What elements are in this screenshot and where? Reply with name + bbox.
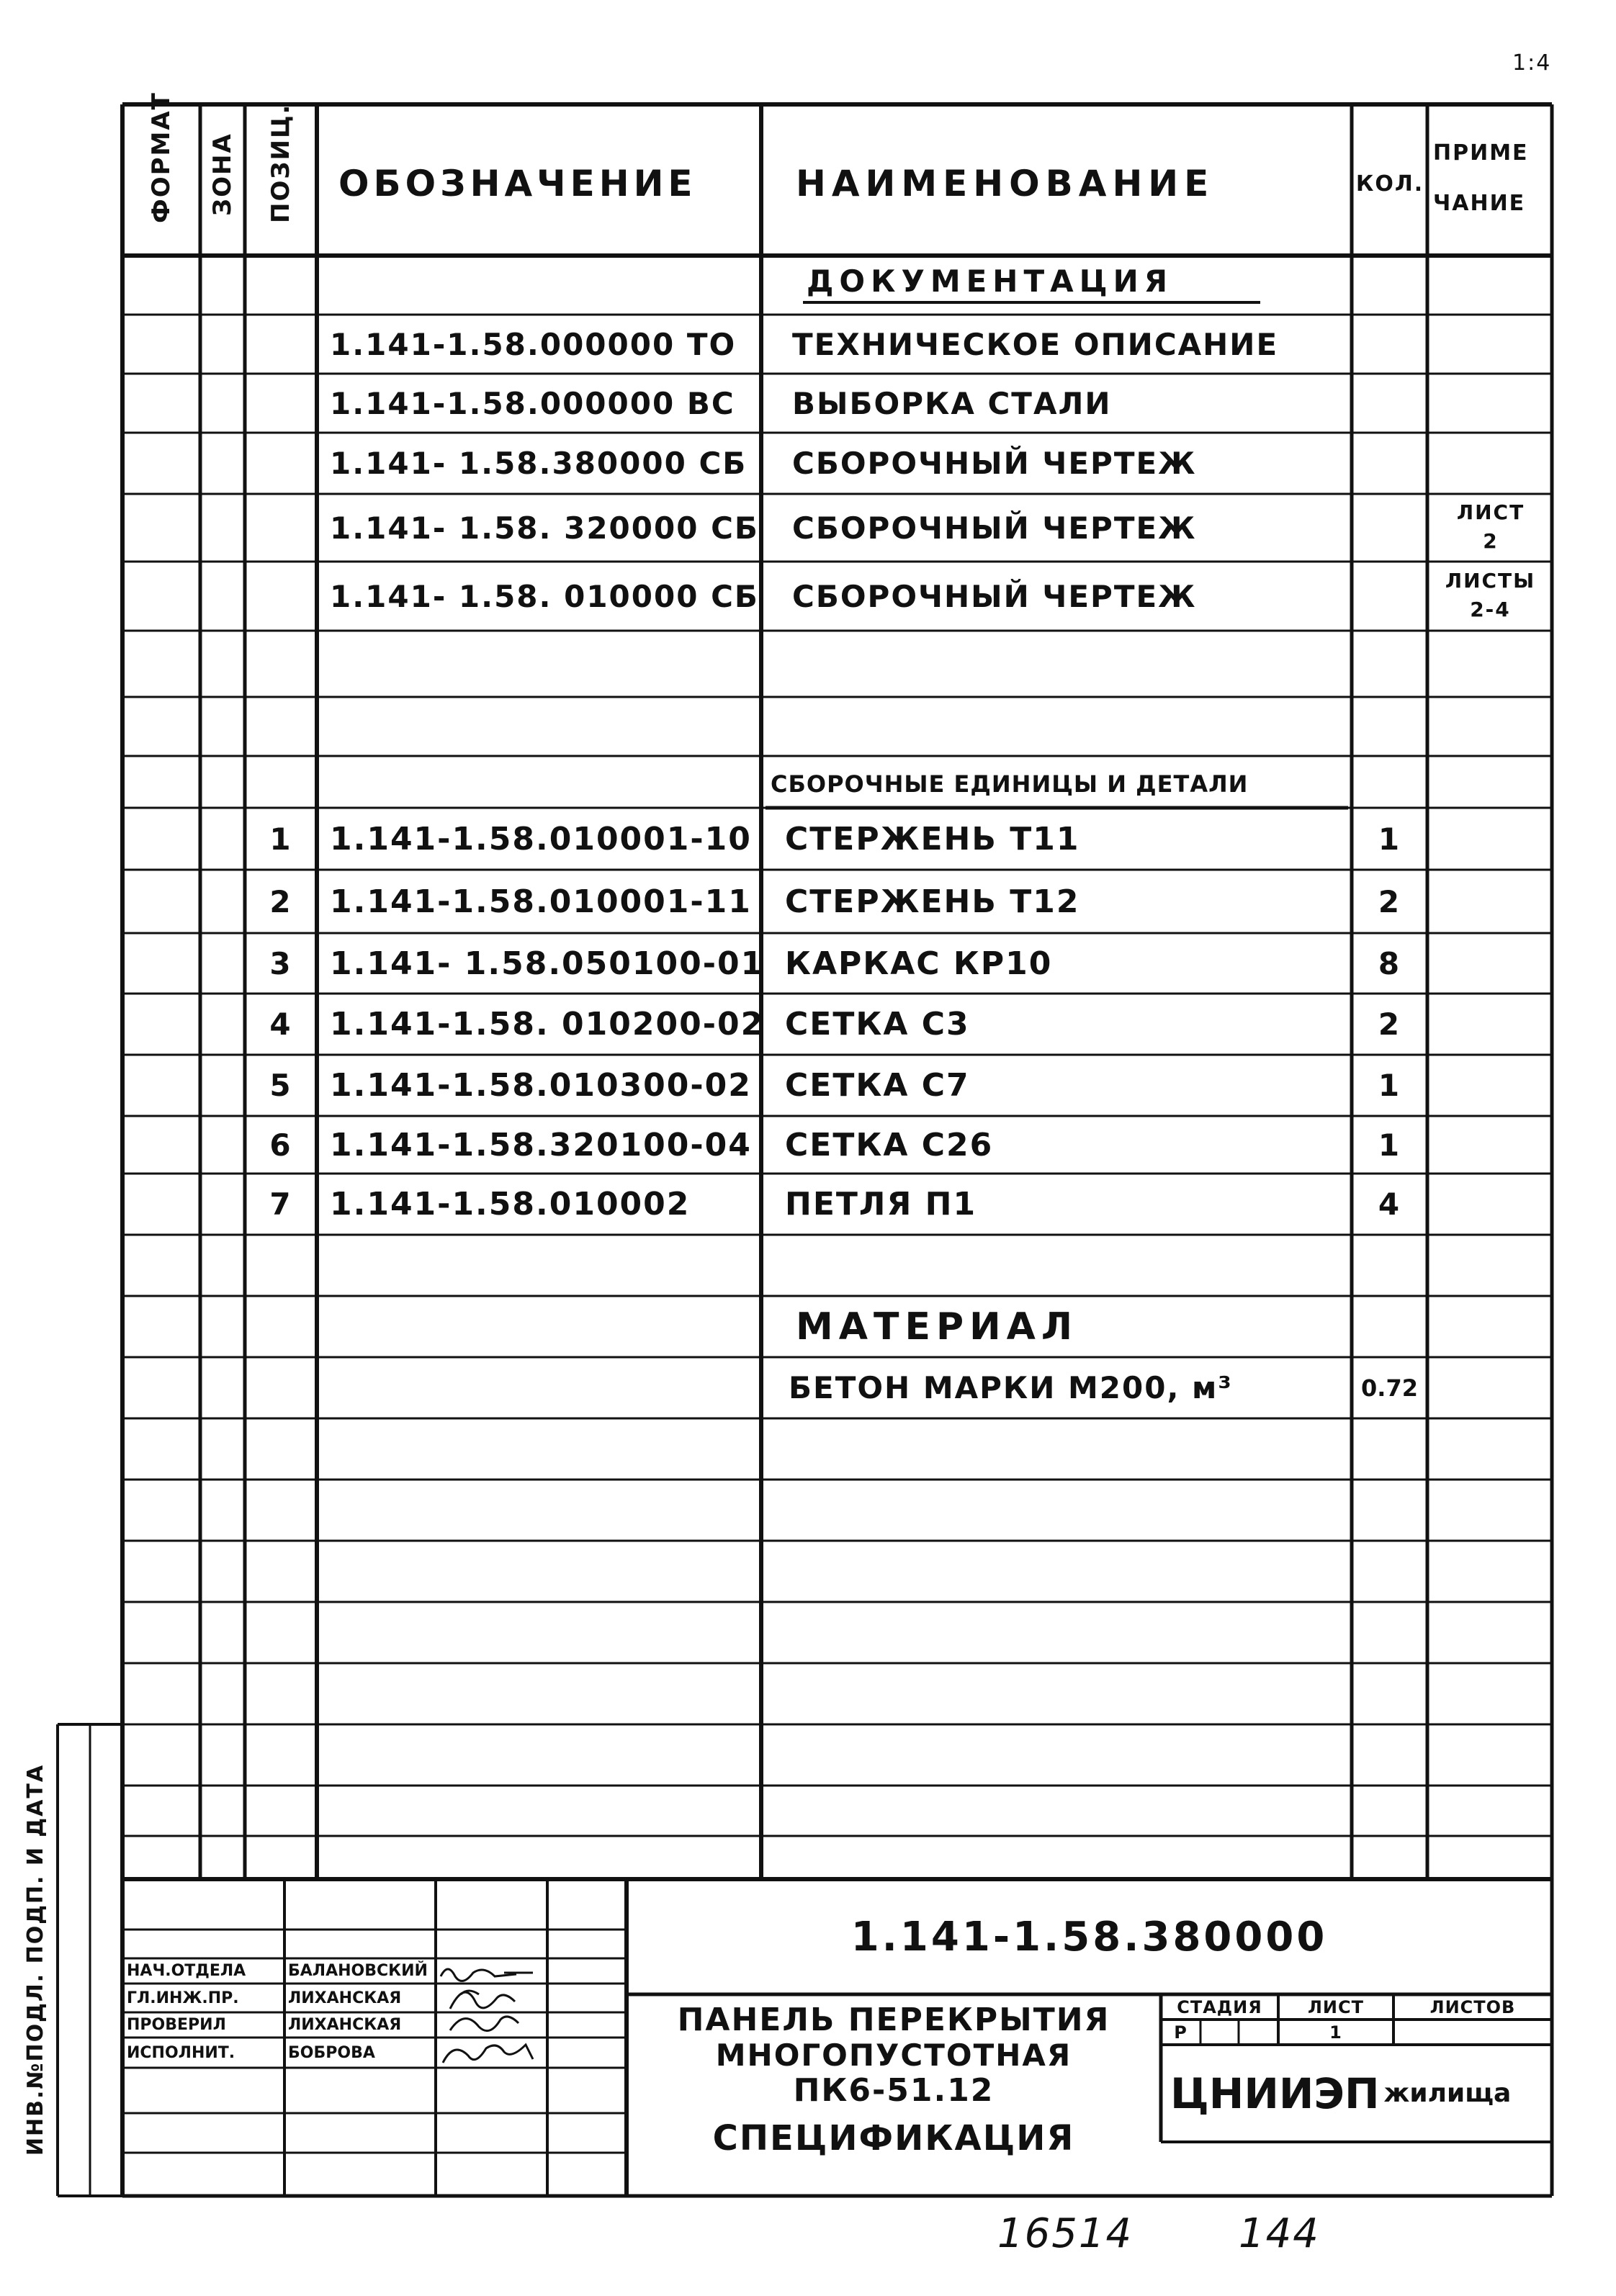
header-note-line1: ПРИМЕ bbox=[1433, 140, 1529, 166]
doc-note-line1: ЛИСТЫ bbox=[1445, 569, 1536, 593]
part-quantity: 4 bbox=[1378, 1187, 1401, 1222]
doc-note-line1: ЛИСТ bbox=[1456, 500, 1525, 524]
doc-designation: 1.141-1.58.000000 ВС bbox=[330, 385, 735, 421]
header-qty: КОЛ. bbox=[1355, 171, 1424, 197]
organization-suffix: жилища bbox=[1383, 2079, 1512, 2108]
part-quantity: 1 bbox=[1378, 821, 1401, 857]
doc-name: СБОРОЧНЫЙ ЧЕРТЕЖ bbox=[792, 510, 1197, 546]
part-position: 1 bbox=[269, 821, 292, 857]
part-quantity: 8 bbox=[1378, 945, 1401, 981]
title-line-2: МНОГОПУСТОТНАЯ bbox=[715, 2037, 1072, 2073]
part-quantity: 1 bbox=[1378, 1068, 1401, 1103]
part-designation: 1.141-1.58.010300-02 bbox=[330, 1067, 752, 1104]
part-designation: 1.141-1.58.010002 bbox=[330, 1186, 691, 1223]
stage-label: СТАДИЯ bbox=[1177, 1996, 1262, 2017]
part-position: 3 bbox=[269, 945, 292, 981]
part-name: СТЕРЖЕНЬ Т12 bbox=[785, 883, 1080, 920]
title-line-1: ПАНЕЛЬ ПЕРЕКРЫТИЯ bbox=[677, 2001, 1110, 2038]
part-position: 2 bbox=[269, 883, 292, 919]
part-quantity: 2 bbox=[1378, 883, 1401, 919]
material-quantity: 0.72 bbox=[1361, 1374, 1418, 1402]
title-line-3: ПК6-51.12 bbox=[793, 2071, 995, 2109]
sheet-label: ЛИСТ bbox=[1307, 1996, 1364, 2017]
doc-name: СБОРОЧНЫЙ ЧЕРТЕЖ bbox=[792, 446, 1197, 481]
doc-note-line2: 2-4 bbox=[1470, 598, 1511, 621]
side-stamp: ИНВ.№ПОДЛ. ПОДП. И ДАТА bbox=[23, 1763, 48, 2156]
part-name: СЕТКА С26 bbox=[785, 1126, 994, 1163]
corner-mark: 1:4 bbox=[1512, 50, 1552, 76]
signer-role: ИСПОЛНИТ. bbox=[127, 2043, 235, 2062]
part-name: СЕТКА С7 bbox=[785, 1067, 970, 1104]
part-name: СЕТКА С3 bbox=[785, 1006, 970, 1043]
section-assembly-units: СБОРОЧНЫЕ ЕДИНИЦЫ И ДЕТАЛИ bbox=[771, 770, 1249, 798]
doc-name: СБОРОЧНЫЙ ЧЕРТЕЖ bbox=[792, 578, 1197, 614]
footer-number-left: 16514 bbox=[997, 2210, 1134, 2257]
signer-role: ГЛ.ИНЖ.ПР. bbox=[127, 1989, 239, 2007]
part-designation: 1.141- 1.58.050100-01 bbox=[330, 945, 765, 982]
part-designation: 1.141-1.58.010001-10 bbox=[330, 820, 752, 857]
part-position: 6 bbox=[269, 1127, 292, 1163]
part-position: 7 bbox=[269, 1187, 292, 1222]
part-quantity: 1 bbox=[1378, 1127, 1401, 1163]
part-name: ПЕТЛЯ П1 bbox=[785, 1186, 977, 1223]
signer-role: НАЧ.ОТДЕЛА bbox=[127, 1962, 246, 1980]
doc-name: ВЫБОРКА СТАЛИ bbox=[792, 385, 1112, 421]
header-format: ФОРМАТ bbox=[147, 91, 176, 223]
doc-note-line2: 2 bbox=[1483, 529, 1499, 553]
signature-4 bbox=[443, 2045, 533, 2063]
signature-2 bbox=[450, 1991, 515, 2009]
signer-role: ПРОВЕРИЛ bbox=[127, 2016, 226, 2034]
header-name: НАИМЕНОВАНИЕ bbox=[796, 163, 1215, 204]
part-quantity: 2 bbox=[1378, 1007, 1401, 1042]
part-position: 4 bbox=[269, 1007, 292, 1042]
signature-1 bbox=[441, 1969, 533, 1981]
signer-name: БОБРОВА bbox=[288, 2043, 375, 2062]
header-pos: ПОЗИЦ. bbox=[266, 103, 295, 223]
section-documentation: ДОКУМЕНТАЦИЯ bbox=[807, 263, 1174, 299]
doc-designation: 1.141-1.58.000000 ТО bbox=[330, 326, 737, 362]
sheet-value: 1 bbox=[1329, 2022, 1342, 2043]
part-designation: 1.141-1.58.320100-04 bbox=[330, 1126, 752, 1163]
title-line-4: СПЕЦИФИКАЦИЯ bbox=[712, 2118, 1075, 2158]
sheets-label: ЛИСТОВ bbox=[1429, 1996, 1516, 2017]
organization-name: ЦНИИЭП bbox=[1170, 2068, 1380, 2118]
stage-value: Р bbox=[1174, 2022, 1188, 2043]
part-designation: 1.141-1.58.010001-11 bbox=[330, 883, 752, 920]
part-designation: 1.141-1.58. 010200-02 bbox=[330, 1006, 765, 1043]
signer-name: ЛИХАНСКАЯ bbox=[288, 1989, 402, 2007]
header-note-line2: ЧАНИЕ bbox=[1433, 191, 1526, 216]
doc-designation: 1.141- 1.58.380000 СБ bbox=[330, 446, 748, 481]
section-material: МАТЕРИАЛ bbox=[796, 1305, 1079, 1349]
footer-number-right: 144 bbox=[1239, 2210, 1320, 2257]
header-designation: ОБОЗНАЧЕНИЕ bbox=[338, 163, 697, 204]
part-name: СТЕРЖЕНЬ Т11 bbox=[785, 820, 1080, 857]
signature-3 bbox=[450, 2017, 519, 2031]
part-position: 5 bbox=[269, 1068, 292, 1103]
drawing-code: 1.141-1.58.380000 bbox=[850, 1913, 1328, 1960]
doc-designation: 1.141- 1.58. 320000 СБ bbox=[330, 510, 759, 546]
header-zone: ЗОНА bbox=[208, 132, 237, 216]
signer-name: ЛИХАНСКАЯ bbox=[288, 2016, 402, 2034]
doc-name: ТЕХНИЧЕСКОЕ ОПИСАНИЕ bbox=[792, 326, 1279, 362]
part-name: КАРКАС КР10 bbox=[785, 945, 1053, 982]
material-name: БЕТОН МАРКИ М200, м³ bbox=[789, 1370, 1233, 1405]
doc-designation: 1.141- 1.58. 010000 СБ bbox=[330, 578, 759, 614]
signer-name: БАЛАНОВСКИЙ bbox=[288, 1962, 428, 1980]
